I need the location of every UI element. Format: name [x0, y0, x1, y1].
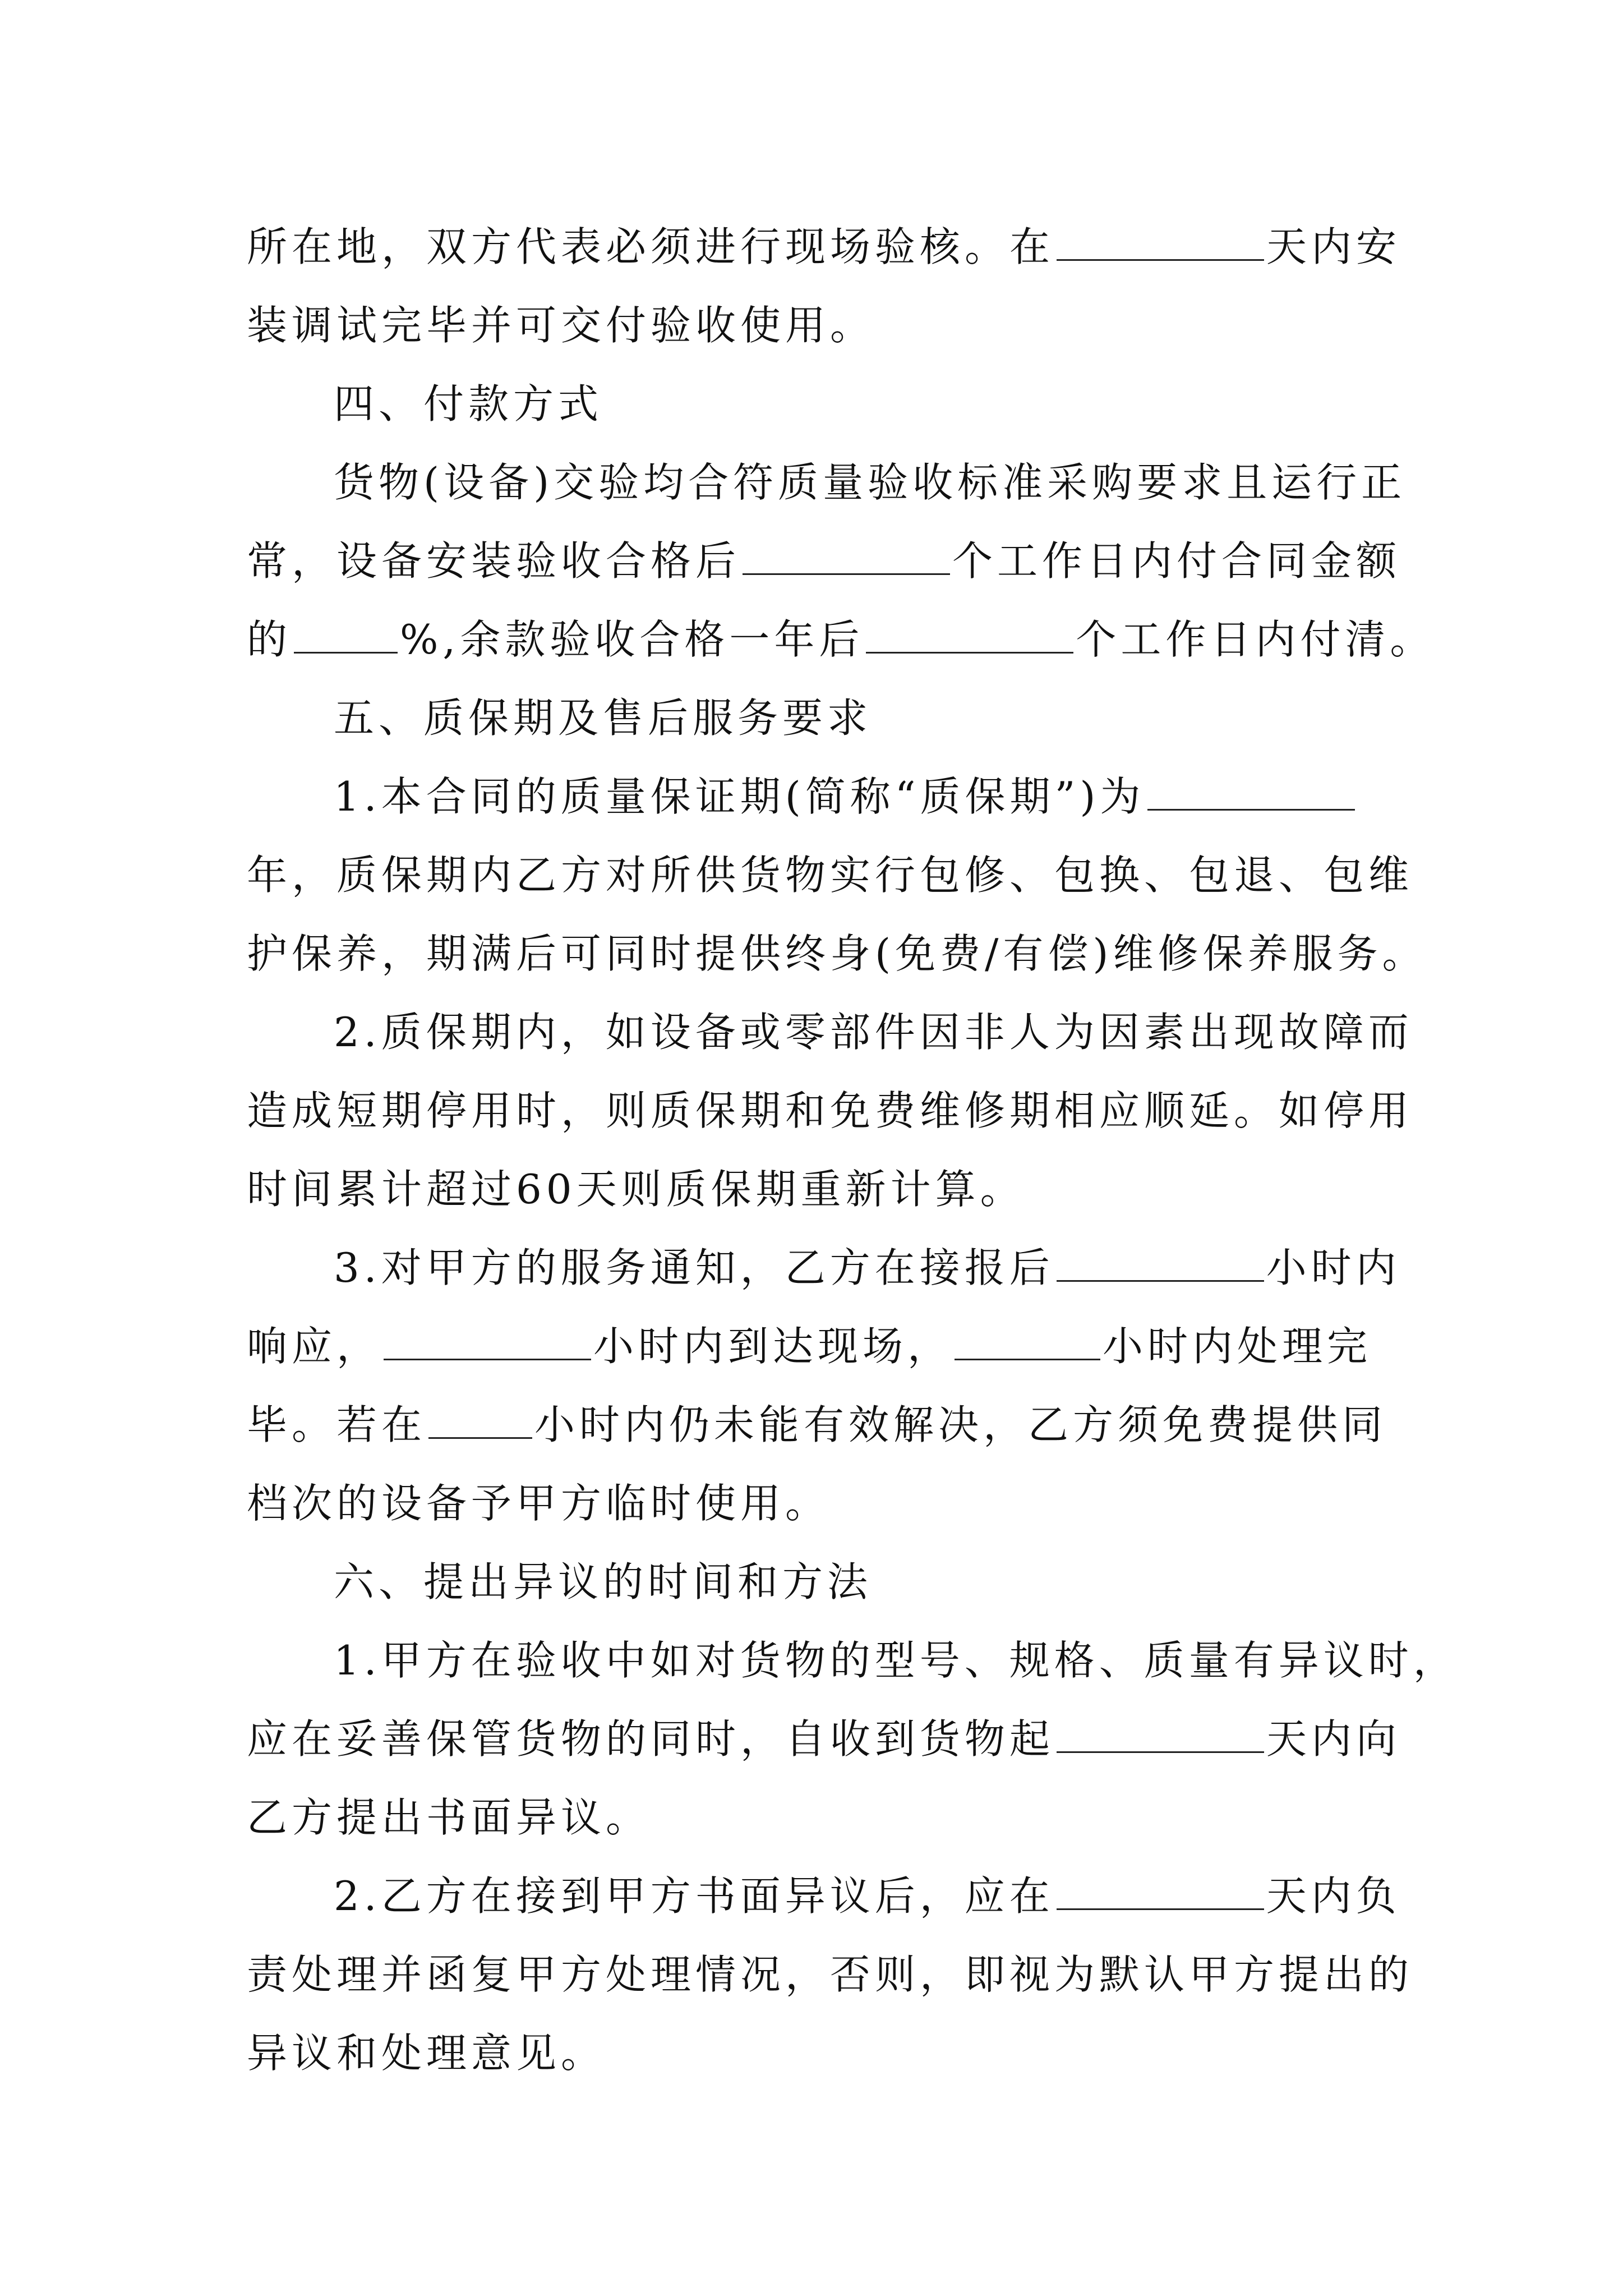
text-line: 1.甲方在验收中如对货物的型号、规格、质量有异议时， [334, 1637, 1458, 1684]
text-line: 护保养，期满后可同时提供终身(免费/有偿)维修保养服务。 [247, 930, 1427, 977]
text-line: 2.质保期内，如设备或零部件因非人为因素出现故障而 [334, 1009, 1413, 1056]
fill-blank [294, 615, 398, 654]
fill-blank [955, 1322, 1100, 1360]
text-line: 的 %,余款验收合格一年后 个工作日内付清。 [247, 616, 1435, 663]
text-line: 2.乙方在接到甲方书面异议后，应在 天内负 [334, 1872, 1401, 1920]
text-line: 响应， 小时内到达现场， 小时内处理完 [247, 1323, 1372, 1370]
text-line: 时间累计超过60天则质保期重新计算。 [247, 1166, 1025, 1213]
fill-blank [1147, 772, 1355, 811]
text-line: 应在妥善保管货物的同时，自收到货物起 天内向 [247, 1715, 1401, 1763]
fill-blank [1057, 1243, 1264, 1282]
fill-blank [743, 536, 950, 575]
fill-blank [1057, 1714, 1264, 1753]
text-line: 所在地，双方代表必须进行现场验核。在 天内安 [247, 223, 1401, 270]
section-heading-warranty: 五、质保期及售后服务要求 [334, 694, 873, 742]
text-line: 档次的设备予甲方临时使用。 [247, 1480, 831, 1527]
fill-blank [1057, 222, 1264, 261]
text-line: 毕。若在 小时内仍未能有效解决，乙方须免费提供同 [247, 1401, 1387, 1448]
text-line: 3.对甲方的服务通知，乙方在接报后 小时内 [334, 1244, 1401, 1291]
fill-blank [384, 1322, 591, 1360]
fill-blank [1057, 1871, 1264, 1910]
document-page [247, 208, 1458, 2092]
text-line: 常，设备安装验收合格后 个工作日内付合同金额 [247, 537, 1401, 585]
text-line: 乙方提出书面异议。 [247, 1794, 651, 1841]
fill-blank [428, 1400, 532, 1439]
text-line: 异议和处理意见。 [247, 2030, 606, 2077]
section-heading-objection: 六、提出异议的时间和方法 [334, 1558, 873, 1605]
text-line: 1.本合同的质量保证期(简称“质保期”)为 [247, 757, 1385, 836]
text-line: 责处理并函复甲方处理情况，否则，即视为默认甲方提出的 [247, 1951, 1414, 1998]
section-heading-payment: 四、付款方式 [334, 380, 603, 427]
text-line: 货物(设备)交验均合符质量验收标准采购要求且运行正 [334, 459, 1407, 506]
text-line: 造成短期停用时，则质保期和免费维修期相应顺延。如停用 [247, 1087, 1414, 1134]
text-line: 年，质保期内乙方对所供货物实行包修、包换、包退、包维 [247, 852, 1414, 899]
fill-blank [866, 615, 1073, 654]
text-line: 装调试完毕并可交付验收使用。 [247, 302, 875, 349]
